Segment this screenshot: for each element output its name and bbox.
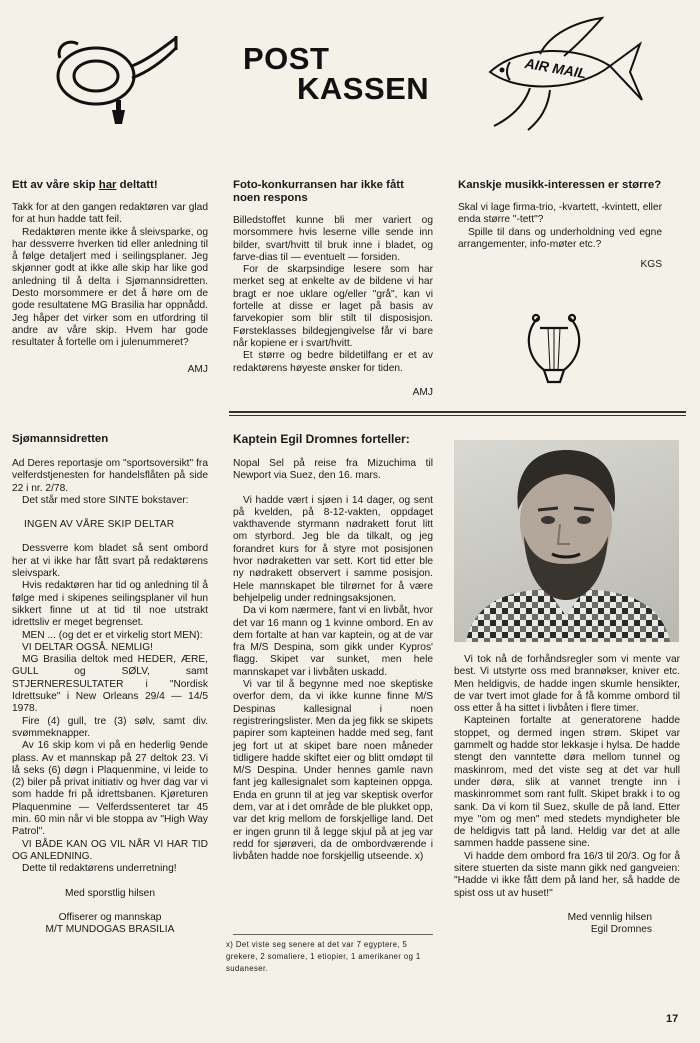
post-horn-icon [52,26,180,126]
fish-label: AIR MAIL [523,54,588,82]
paragraph: MEN ... (og det er et virkelig stort MEN): [22,629,203,641]
music-interest-heading: Kanskje musikk-interessen er større? [458,179,662,191]
air-mail-fish-icon [480,14,646,134]
editor-reply-heading: Ett av våre skip har deltatt! [12,179,158,191]
paragraph: Et større og bedre bildetilfang er et av redaktørens høyeste ønsker for tiden. [233,350,433,374]
paragraph: Dette til redaktørens underretning! [22,863,177,875]
paragraph: Det står med store SINTE bokstaver: [22,494,189,506]
music-interest-article [458,179,662,271]
editor-reply-article [12,179,208,376]
captain-story-continued [454,654,680,937]
signature: AMJ [412,386,433,398]
paragraph: Vi hadde vært i sjøen i 14 dager, og sent på kvelden, på 8-12-vakten, oppdaget vakthavende styrmann nødrakett forut litt om styrbord. Jeg ble da tilkalt, og jeg forandret kurs for å styre mot posisjonen hvor nødraketten var sett. Kort tid etter ble ny nødrakett observert i samme posisjon. Hele mannskapet ble tilrørnet for å være behjelpelig under redningsaksjonen. [233,494,433,604]
paragraph: MG Brasilia deltok med HEDER, ÆRE, GULL og SØLV, samt STJERNERESULTATER i "Nordisk Idrettsuke" i New Orleans 29/4 — 14/5 1978. [12,654,208,715]
paragraph: Vi var til å begynne med noe skeptiske overfor dem, da vi ikke kunne finne M/S Despinas kallesignal i noen registreringslister. Men da jeg fikk se skipets papirer som kapteinen hadde med seg, fant jeg fort ut at skipet bare noen måneder tidligere hadde skiftet eier og blitt omdøpt til M/S Despina. Under hennes gamle navn fant jeg kallesignalet som kapteinen oppga. Enda en grunn til at jeg var skeptisk overfor dem, var at i det område de ble plukket opp, var det krig mellom de forskjellige land. Det er ingen grunn til å legge skjul på at jeg var redd for sjørøveri, da de ombordværende i livbåten hadde noe forskjellig utseende. x) [233,679,433,863]
portrait-illustration [454,440,679,642]
footnote-divider [233,934,433,935]
sjomannsidretten-heading: Sjømannsidretten [12,433,109,445]
closing: Med sporstlig hilsen [64,887,156,899]
sjomannsidretten-article [12,433,208,936]
paragraph: Fire (4) gull, tre (3) sølv, samt div. svømmeknapper. [12,715,208,739]
paragraph: Da vi kom nærmere, fant vi en livbåt, hvor det var 16 mann og 1 kvinne ombord. En av dem fortalte at han var kaptein, og at de var fra M/S Despina, som gikk under Kypros' flagg. Skipet var sunket, men hele mannskapet var i livbåten uskadd. [233,605,433,678]
paragraph: Dessverre kom bladet så sent ombord her at vi ikke har fått svart på redaktørens sleivspark. [12,543,208,580]
footnote: x) Det viste seg senere at det var 7 egyptere, 5 grekere, 2 somaliere, 1 etiopier, 1 amerikaner og 1 sudaneser. [226,940,421,973]
captain-story-article [233,433,433,864]
captain-portrait-photo [454,440,679,642]
paragraph: Redaktøren mente ikke å sleivsparke, og har dessverre hverken tid eller anledning til å følge detaljert med i seilingsplaner. Jeg skjønner godt at ikke alle skip har like god anledning til å delta i Sjømannsidretten. Desto morsommere er det å høre om de gode resultatene MG Brasilia har oppnådd. Jeg håper det virker som en utfordring til andre av våre skip. Hvem har gode resultater å fortelle om i julenummeret? [12,226,208,349]
captain-story-heading: Kaptein Egil Dromnes forteller: [233,432,410,446]
paragraph: Av 16 skip kom vi på en hederlig 9ende plass. Av et mannskap på 27 deltok 23. Vi lå seks (6) døgn i Plaquenmine, vi leide to (2) biler på privat initiativ og hver dag var vi som hadde fri på idrettsbanen. Kjøreturen Plaquenmine — Velferdssenteret tar 45 min. 60 min når vi ble stoppa av "High Way Patrol". [12,740,208,838]
paragraph: Nopal Sel på reise fra Mizuchima til Newport via Suez, den 16. mars. [233,458,433,482]
photo-contest-article [233,179,433,399]
paragraph: Skal vi lage firma-trio, -kvartett, -kvintett, eller enda større "-tett"? [458,202,662,226]
masthead-title [243,41,443,106]
paragraph: Hvis redaktøren har tid og anledning til å følge med i skipenes seilingsplaner vil hun sikkert finne ut at tid til noe utstrakt idrettsliv er meget begrenset. [12,580,208,629]
masthead-title-line2: KASSEN [297,71,430,106]
paragraph: Spille til dans og underholdning ved egne arrangementer, info-møter etc.? [458,226,662,250]
signature-line: Offiserer og mannskap [58,911,162,923]
signature-line: M/T MUNDOGAS BRASILIA [45,924,175,936]
masthead-title-line1: POST [243,41,330,76]
paragraph: Ad Deres reportasje om "sportsoversikt" fra velferdstjenesten for handelsflåten på side 22 i nr. 2/78. [12,458,208,494]
paragraph: Takk for at den gangen redaktøren var glad for at hun hadde tatt feil. [12,202,208,226]
section-divider [229,411,686,413]
closing: Med vennlig hilsen [567,911,652,923]
signature: Egil Dromnes [590,924,652,936]
paragraph: Vi tok nå de forhåndsregler som vi mente var best. Vi utstyrte oss med brannøkser, kniver etc. Men heldigvis, de hadde ingen skumle hensikter, de var tvert imot glade for å få komme ombord til oss etter å ha sittet i livbåten i flere timer. [454,654,680,715]
paragraph: INGEN AV VÅRE SKIP DELTAR [24,519,175,531]
paragraph: Kapteinen fortalte at generatorene hadde stoppet, og dermed ingen strøm. Skipet var gammelt og hadde stor lekkasje i hylsa. De hadde stengt den vanntette døra mellom tunnel og maskinrom, med det viste seg at det var hull under døra, slik at vannet trengte inn i maskinrommet som rant fullt. Skipet brakk i to og sank. Da vi kom til Suez, skulle de på land. Etter mye "om og men" med stedets myndigheter ble de heldigvis tatt på land. Heldig var det at alle sammen hadde passene sine. [454,715,680,850]
paragraph: Billedstoffet kunne bli mer variert og morsommere hvis leserne ville sende inn bilder, svart/hvitt til bruk inne i bladet, og farve-dias til — eventuelt — forsiden. [233,215,433,263]
section-divider [229,415,686,416]
paragraph: Vi hadde dem ombord fra 16/3 til 20/3. Og for å sitere stuerten da siste mann gikk ned gangveien: "Hadde vi ikke fått dem på land her, så hadde de spist oss ut av huset!" [454,850,680,899]
lyre-icon [522,312,586,392]
photo-contest-heading: Foto-konkurransen har ikke fått noen respons [233,179,404,204]
paragraph: VI BÅDE KAN OG VIL NÅR VI HAR TID OG ANLEDNING. [12,838,208,862]
page-number: 17 [666,1013,679,1025]
signature: KGS [640,259,662,271]
paragraph: For de skarpsindige lesere som har merket seg at enkelte av de bildene vi har bragt er noe uklare og/eller "grå", kan vi fortelle at disse er laget på basis av farvekopier som blir stilt til disposisjon. Førsteklasses bildegjengivelse får vi bare når kopiene er i svart/hvitt. [233,264,433,349]
paragraph: VI DELTAR OGSÅ. NEMLIG! [22,641,153,653]
signature: AMJ [187,363,208,375]
